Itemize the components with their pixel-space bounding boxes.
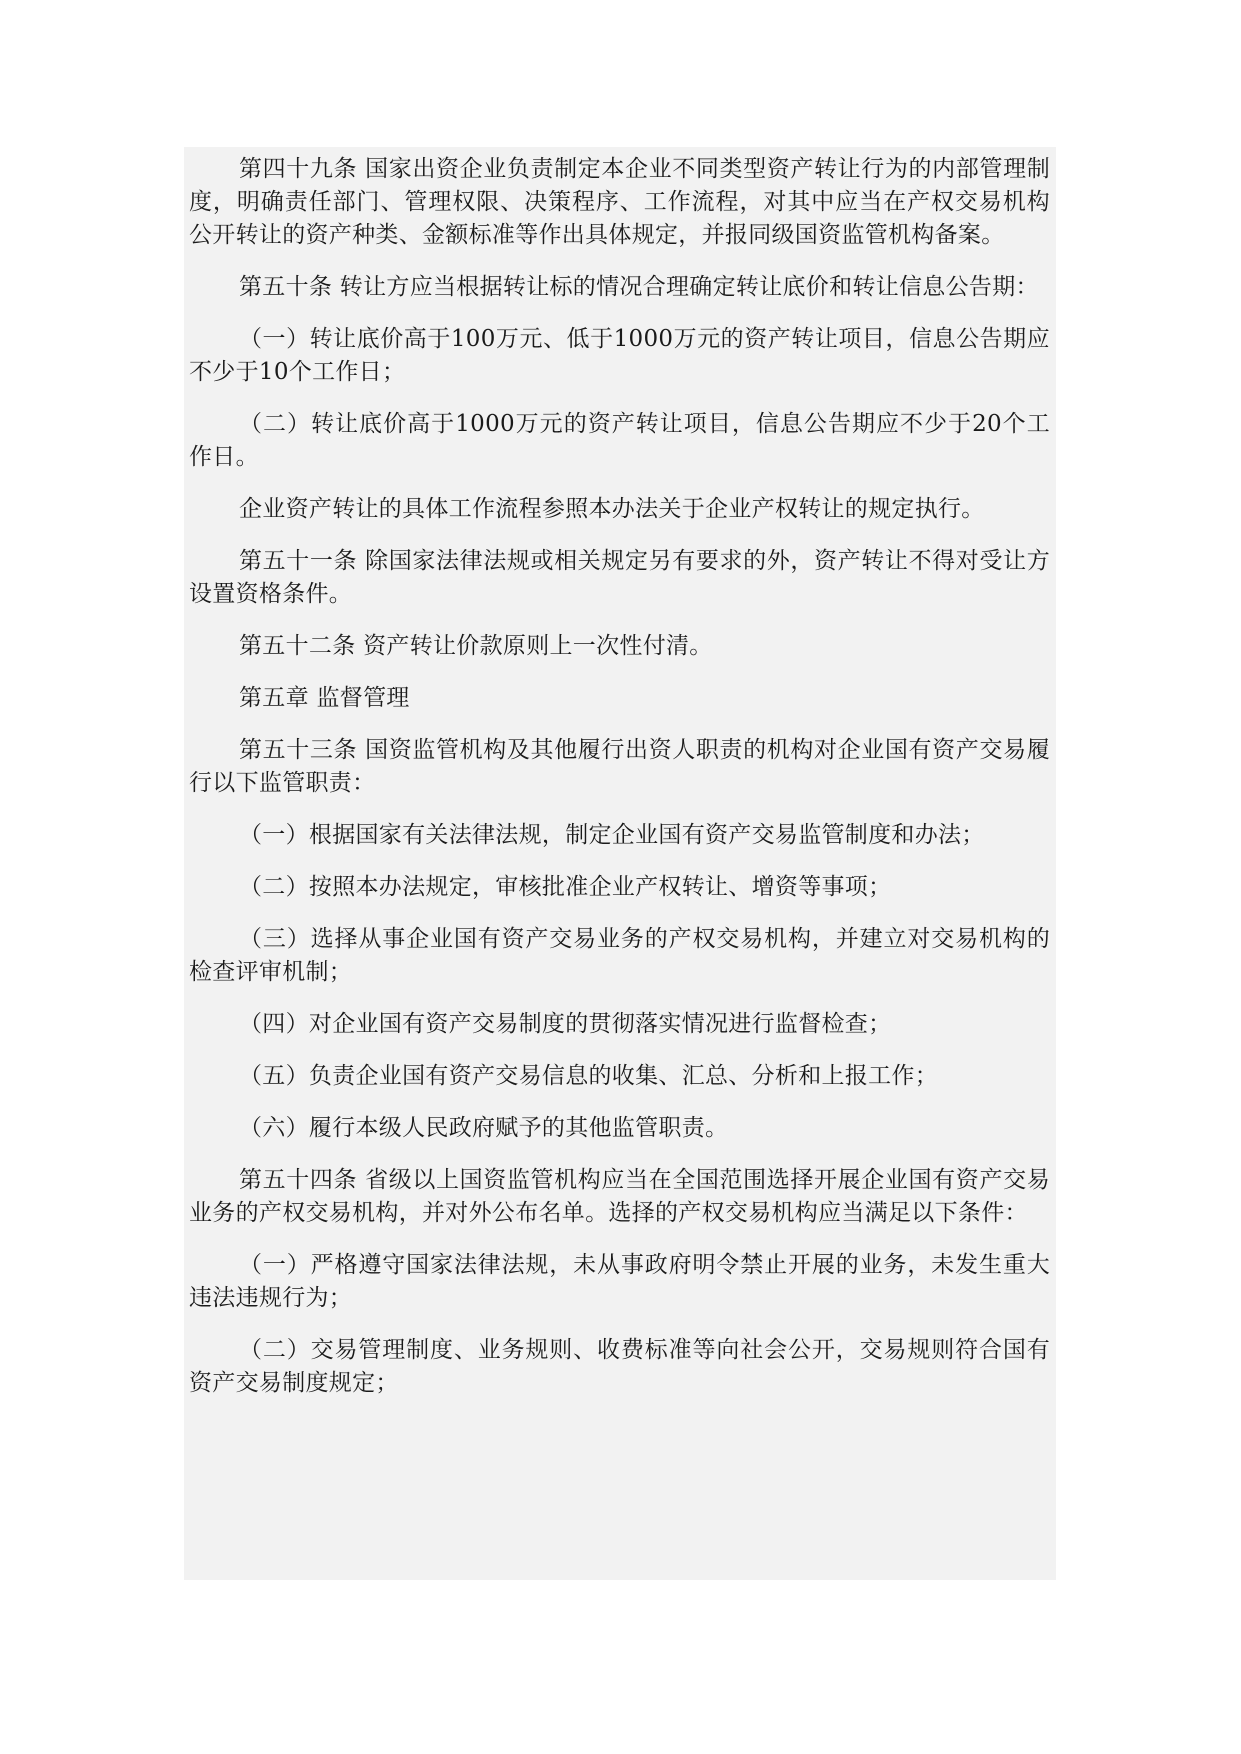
asset-transfer-procedure-paragraph: 企业资产转让的具体工作流程参照本办法关于企业产权转让的规定执行。	[239, 496, 985, 522]
article-54-item-2: （二）交易管理制度、业务规则、收费标准等向社会公开，交易规则符合国有资产交易制度规定；	[189, 1337, 1050, 1396]
document-text-block	[184, 147, 1056, 1580]
article-53-item-3: （三）选择从事企业国有资产交易业务的产权交易机构，并建立对交易机构的检查评审机制；	[189, 926, 1050, 985]
article-53-paragraph: 第五十三条 国资监管机构及其他履行出资人职责的机构对企业国有资产交易履行以下监管职责：	[189, 737, 1050, 796]
article-50-item-2: （二）转让底价高于1000万元的资产转让项目，信息公告期应不少于20个工作日。	[189, 411, 1050, 470]
article-53-item-2: （二）按照本办法规定，审核批准企业产权转让、增资等事项；	[239, 874, 892, 900]
article-54-item-1: （一）严格遵守国家法律法规，未从事政府明令禁止开展的业务，未发生重大违法违规行为；	[189, 1252, 1050, 1311]
article-53-item-6: （六）履行本级人民政府赋予的其他监管职责。	[239, 1115, 729, 1141]
article-51-paragraph: 第五十一条 除国家法律法规或相关规定另有要求的外，资产转让不得对受让方设置资格条件。	[189, 548, 1050, 607]
article-50-paragraph: 第五十条 转让方应当根据转让标的情况合理确定转让底价和转让信息公告期：	[239, 274, 1039, 300]
article-49-paragraph: 第四十九条 国家出资企业负责制定本企业不同类型资产转让行为的内部管理制度，明确责任部门、管理权限、决策程序、工作流程，对其中应当在产权交易机构公开转让的资产种类、金额标准等作出具体规定，并报同级国资监管机构备案。	[189, 156, 1050, 248]
article-50-item-1: （一）转让底价高于100万元、低于1000万元的资产转让项目，信息公告期应不少于10个工作日；	[189, 326, 1050, 385]
article-53-item-4: （四）对企业国有资产交易制度的贯彻落实情况进行监督检查；	[239, 1011, 892, 1037]
article-53-item-5: （五）负责企业国有资产交易信息的收集、汇总、分析和上报工作；	[239, 1063, 938, 1089]
article-54-paragraph: 第五十四条 省级以上国资监管机构应当在全国范围选择开展企业国有资产交易业务的产权交易机构，并对外公布名单。选择的产权交易机构应当满足以下条件：	[189, 1167, 1050, 1226]
chapter-5-heading: 第五章 监督管理	[239, 685, 410, 711]
article-53-item-1: （一）根据国家有关法律法规，制定企业国有资产交易监管制度和办法；	[239, 822, 985, 848]
article-52-paragraph: 第五十二条 资产转让价款原则上一次性付清。	[239, 633, 713, 659]
